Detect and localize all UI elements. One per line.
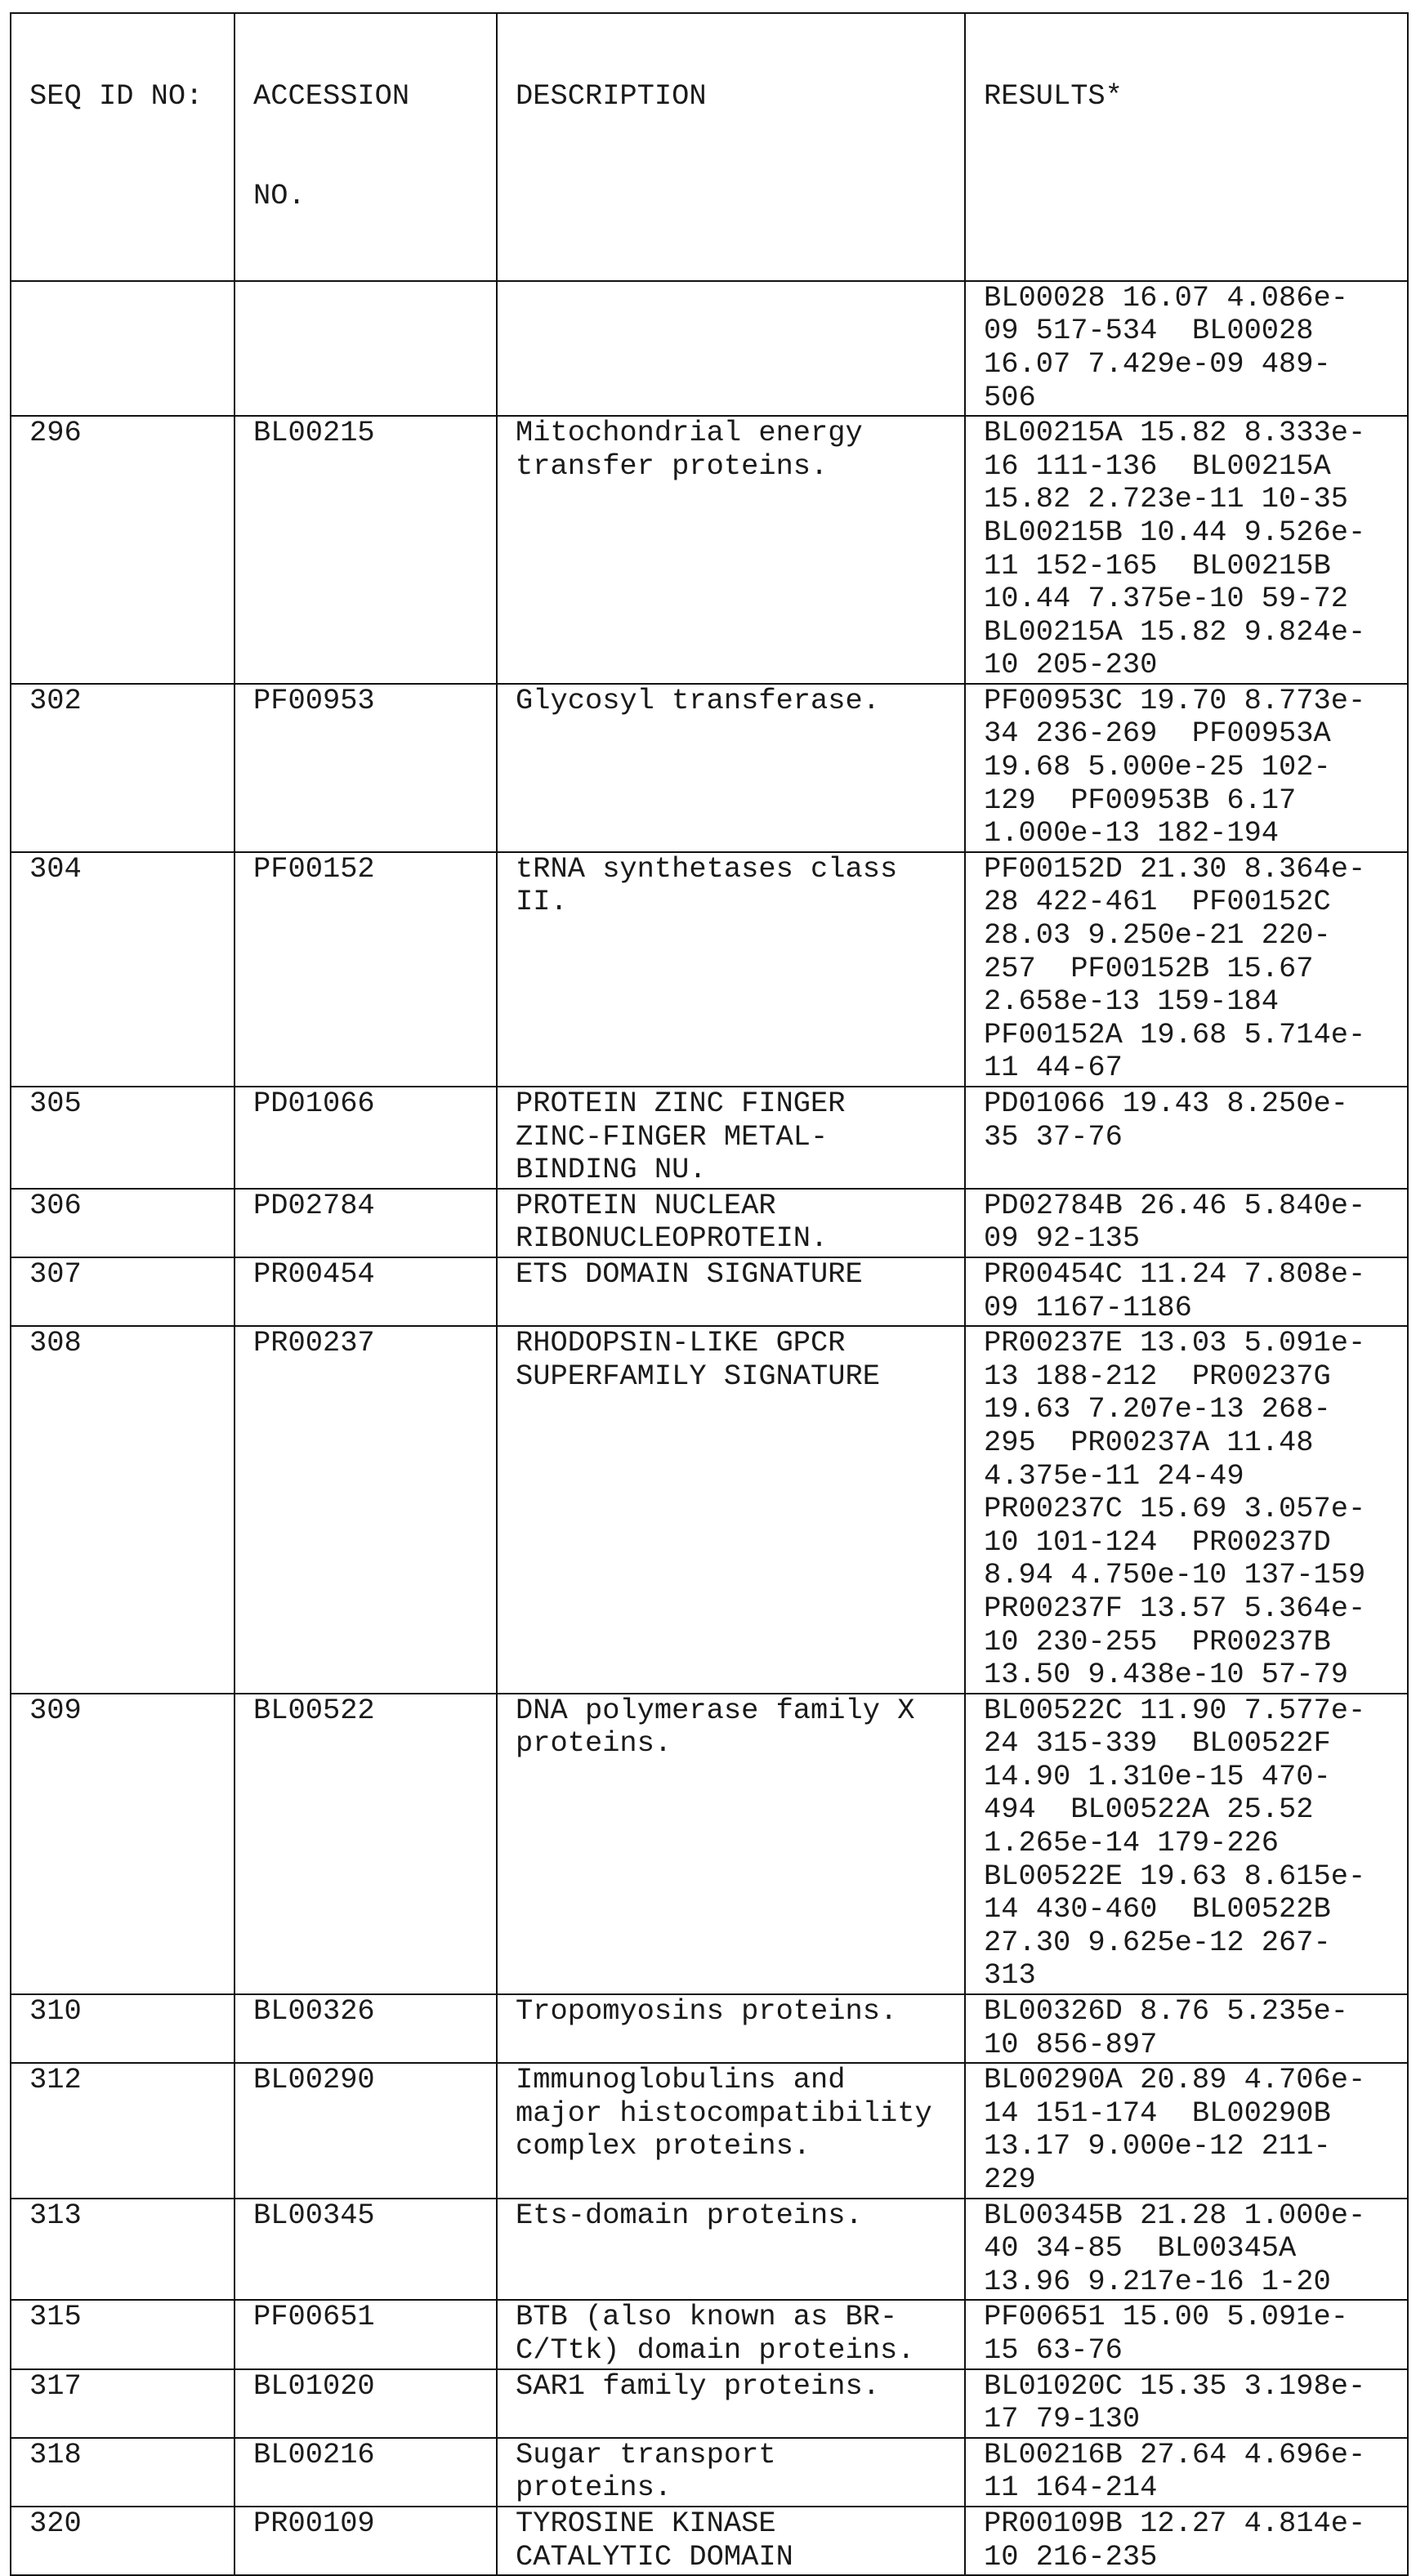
- cell-results: [965, 684, 1408, 852]
- cell-accession: [235, 2300, 497, 2368]
- accession-value: PF00651: [253, 2301, 375, 2334]
- cell-results: [965, 1994, 1408, 2063]
- results-line: BL00522C 11.90 7.577e-: [984, 1694, 1366, 1727]
- results-line: PR00237C 15.69 3.057e-: [984, 1493, 1366, 1526]
- results-line: 15.82 2.723e-11 10-35: [984, 483, 1348, 516]
- accession-value: PR00454: [253, 1257, 375, 1291]
- cell-seq-id: [11, 1994, 235, 2063]
- header-accession-label-line: NO.: [253, 179, 306, 212]
- results-line: 13.96 9.217e-16 1-20: [984, 2265, 1331, 2298]
- table-row: [11, 1087, 1408, 1189]
- results-line: 13 188-212 PR00237G: [984, 1359, 1331, 1393]
- cell-results: [965, 2199, 1408, 2301]
- description-line: complex proteins.: [516, 2130, 811, 2163]
- cell-accession: [235, 2063, 497, 2198]
- seq-id-value: 302: [29, 684, 82, 717]
- table-row: [11, 416, 1408, 684]
- table-row: [11, 2300, 1408, 2368]
- results-line: PR00237E 13.03 5.091e-: [984, 1327, 1366, 1360]
- results-line: 129 PF00953B 6.17: [984, 784, 1297, 817]
- cell-accession: [235, 1326, 497, 1694]
- header-results-label: RESULTS*: [984, 80, 1123, 114]
- cell-accession: [235, 2369, 497, 2438]
- results-line: 14 430-460 BL00522B: [984, 1893, 1331, 1926]
- accession-value: BL00345: [253, 2199, 375, 2232]
- accession-value: BL00290: [253, 2064, 375, 2097]
- header-results: [965, 13, 1408, 281]
- results-line: 2.658e-13 159-184: [984, 985, 1280, 1019]
- seq-id-value: 320: [29, 2507, 82, 2540]
- results-line: 27.30 9.625e-12 267-: [984, 1926, 1331, 1959]
- cell-accession: [235, 1257, 497, 1326]
- description-line: C/Ttk) domain proteins.: [516, 2333, 915, 2367]
- cell-results: [965, 2063, 1408, 2198]
- description-line: major histocompatibility: [516, 2096, 932, 2130]
- description-line: SUPERFAMILY SIGNATURE: [516, 1359, 880, 1393]
- results-line: 14.90 1.310e-15 470-: [984, 1760, 1331, 1793]
- results-line: 17 79-130: [984, 2403, 1141, 2436]
- results-line: 28.03 9.250e-21 220-: [984, 919, 1331, 953]
- results-line: PF00152D 21.30 8.364e-: [984, 852, 1366, 886]
- cell-accession: [235, 2507, 497, 2575]
- results-line: BL00522E 19.63 8.615e-: [984, 1859, 1366, 1893]
- header-accession: [235, 13, 497, 281]
- results-line: 295 PR00237A 11.48: [984, 1426, 1314, 1459]
- accession-value: PR00237: [253, 1327, 375, 1360]
- cell-accession: [235, 684, 497, 852]
- results-line: BL00028 16.07 4.086e-: [984, 281, 1348, 315]
- description-line: TYROSINE KINASE: [516, 2507, 776, 2540]
- seq-id-value: 306: [29, 1189, 82, 1222]
- table-row: [11, 684, 1408, 852]
- results-line: BL00326D 8.76 5.235e-: [984, 1995, 1348, 2029]
- table-row: [11, 2369, 1408, 2438]
- results-line: 24 315-339 BL00522F: [984, 1727, 1331, 1761]
- results-line: 34 236-269 PF00953A: [984, 717, 1331, 751]
- results-line: 14 151-174 BL00290B: [984, 2096, 1331, 2130]
- accession-value: BL00215: [253, 417, 375, 450]
- description-line: Sugar transport: [516, 2438, 776, 2471]
- cell-seq-id: [11, 2507, 235, 2575]
- results-line: 19.68 5.000e-25 102-: [984, 751, 1331, 784]
- cell-description: [497, 684, 965, 852]
- cell-seq-id: [11, 684, 235, 852]
- cell-seq-id: [11, 1189, 235, 1257]
- results-line: PR00454C 11.24 7.808e-: [984, 1257, 1366, 1291]
- cell-results: [965, 416, 1408, 684]
- cell-description: [497, 281, 965, 416]
- results-line: 10 101-124 PR00237D: [984, 1525, 1331, 1559]
- table-row: [11, 2507, 1408, 2575]
- cell-accession: [235, 1994, 497, 2063]
- cell-results: [965, 1257, 1408, 1326]
- description-line: Glycosyl transferase.: [516, 684, 880, 717]
- header-seq-id: [11, 13, 235, 281]
- table-row: [11, 1694, 1408, 1994]
- results-line: 09 1167-1186: [984, 1291, 1192, 1324]
- cell-seq-id: [11, 281, 235, 416]
- results-line: 09 92-135: [984, 1222, 1141, 1256]
- cell-description: [497, 2438, 965, 2507]
- cell-description: [497, 1326, 965, 1694]
- description-line: RHODOPSIN-LIKE GPCR: [516, 1327, 846, 1360]
- cell-seq-id: [11, 1326, 235, 1694]
- results-line: 35 37-76: [984, 1120, 1123, 1154]
- cell-results: [965, 1087, 1408, 1189]
- cell-seq-id: [11, 1257, 235, 1326]
- cell-results: [965, 281, 1408, 416]
- cell-seq-id: [11, 852, 235, 1087]
- cell-accession: [235, 1189, 497, 1257]
- seq-id-value: 312: [29, 2064, 82, 2097]
- seq-id-value: 308: [29, 1327, 82, 1360]
- description-line: ZINC-FINGER METAL-: [516, 1120, 829, 1154]
- description-line: BTB (also known as BR-: [516, 2301, 898, 2334]
- results-line: 1.265e-14 179-226: [984, 1827, 1280, 1860]
- cell-seq-id: [11, 2300, 235, 2368]
- results-line: 10 205-230: [984, 649, 1158, 682]
- cell-seq-id: [11, 1694, 235, 1994]
- results-line: 15 63-76: [984, 2333, 1123, 2367]
- description-line: II.: [516, 886, 568, 919]
- cell-results: [965, 2507, 1408, 2575]
- results-line: PD02784B 26.46 5.840e-: [984, 1189, 1366, 1222]
- description-line: DNA polymerase family X: [516, 1694, 915, 1727]
- results-line: 257 PF00152B 15.67: [984, 952, 1314, 985]
- cell-accession: [235, 281, 497, 416]
- table-row: [11, 1326, 1408, 1694]
- accession-value: PD02784: [253, 1189, 375, 1222]
- results-line: PF00152A 19.68 5.714e-: [984, 1018, 1366, 1051]
- table-row: [11, 852, 1408, 1087]
- cell-accession: [235, 1087, 497, 1189]
- results-line: PF00651 15.00 5.091e-: [984, 2301, 1348, 2334]
- seq-id-value: 310: [29, 1995, 82, 2029]
- cell-accession: [235, 852, 497, 1087]
- results-line: 313: [984, 1959, 1036, 1993]
- description-line: transfer proteins.: [516, 449, 829, 483]
- results-line: 11 152-165 BL00215B: [984, 549, 1331, 583]
- header-seq-id-label: SEQ ID NO:: [29, 80, 203, 114]
- description-line: PROTEIN ZINC FINGER: [516, 1087, 846, 1120]
- accession-value: BL00522: [253, 1694, 375, 1727]
- accession-value: PF00152: [253, 852, 375, 886]
- results-line: 16 111-136 BL00215A: [984, 449, 1331, 483]
- results-line: BL00216B 27.64 4.696e-: [984, 2438, 1366, 2471]
- cell-accession: [235, 1694, 497, 1994]
- results-line: 506: [984, 381, 1036, 414]
- description-line: proteins.: [516, 2471, 672, 2505]
- results-line: 16.07 7.429e-09 489-: [984, 347, 1331, 381]
- seq-id-value: 318: [29, 2438, 82, 2471]
- cell-accession: [235, 2438, 497, 2507]
- results-line: 10 230-255 PR00237B: [984, 1625, 1331, 1659]
- cell-description: [497, 2199, 965, 2301]
- description-line: Ets-domain proteins.: [516, 2199, 863, 2232]
- results-line: 11 44-67: [984, 1051, 1123, 1085]
- seq-id-value: 304: [29, 852, 82, 886]
- results-line: 229: [984, 2163, 1036, 2196]
- cell-results: [965, 1326, 1408, 1694]
- results-line: 10 216-235: [984, 2540, 1158, 2574]
- seq-id-value: 313: [29, 2199, 82, 2232]
- results-line: 13.17 9.000e-12 211-: [984, 2130, 1331, 2163]
- results-line: 4.375e-11 24-49: [984, 1459, 1244, 1493]
- description-line: proteins.: [516, 1727, 672, 1761]
- cell-description: [497, 1189, 965, 1257]
- cell-results: [965, 2300, 1408, 2368]
- results-line: 40 34-85 BL00345A: [984, 2232, 1297, 2266]
- cell-results: [965, 1189, 1408, 1257]
- seq-id-value: 305: [29, 1087, 82, 1120]
- results-line: 10 856-897: [984, 2028, 1158, 2061]
- results-line: 13.50 9.438e-10 57-79: [984, 1659, 1348, 1692]
- cell-description: [497, 1087, 965, 1189]
- cell-results: [965, 1694, 1408, 1994]
- sequence-results-table: [10, 12, 1409, 2576]
- accession-value: PD01066: [253, 1087, 375, 1120]
- cell-seq-id: [11, 2199, 235, 2301]
- cell-description: [497, 2369, 965, 2438]
- cell-seq-id: [11, 2369, 235, 2438]
- description-line: ETS DOMAIN SIGNATURE: [516, 1257, 863, 1291]
- seq-id-value: 309: [29, 1694, 82, 1727]
- results-line: 494 BL00522A 25.52: [984, 1793, 1314, 1827]
- description-line: Immunoglobulins and: [516, 2064, 846, 2097]
- cell-description: [497, 1257, 965, 1326]
- results-line: PF00953C 19.70 8.773e-: [984, 684, 1366, 717]
- results-line: 11 164-214: [984, 2471, 1158, 2505]
- cell-accession: [235, 2199, 497, 2301]
- cell-seq-id: [11, 416, 235, 684]
- cell-description: [497, 1694, 965, 1994]
- cell-accession: [235, 416, 497, 684]
- cell-results: [965, 2369, 1408, 2438]
- cell-description: [497, 416, 965, 684]
- description-line: BINDING NU.: [516, 1154, 707, 1187]
- description-line: tRNA synthetases class: [516, 852, 898, 886]
- header-accession-label-line: ACCESSION: [253, 80, 410, 114]
- cell-results: [965, 2438, 1408, 2507]
- seq-id-value: 315: [29, 2301, 82, 2334]
- seq-id-value: 307: [29, 1257, 82, 1291]
- results-line: BL00345B 21.28 1.000e-: [984, 2199, 1366, 2232]
- results-line: BL00215B 10.44 9.526e-: [984, 516, 1366, 549]
- cell-results: [965, 852, 1408, 1087]
- header-description-label: DESCRIPTION: [516, 80, 707, 114]
- header-description: [497, 13, 965, 281]
- cell-description: [497, 1994, 965, 2063]
- accession-value: PR00109: [253, 2507, 375, 2540]
- table-row: [11, 281, 1408, 416]
- table-row: [11, 1257, 1408, 1326]
- results-line: PR00237F 13.57 5.364e-: [984, 1592, 1366, 1625]
- table-row: [11, 1189, 1408, 1257]
- results-line: 28 422-461 PF00152C: [984, 886, 1331, 919]
- results-line: BL01020C 15.35 3.198e-: [984, 2369, 1366, 2403]
- description-line: Tropomyosins proteins.: [516, 1995, 898, 2029]
- accession-value: BL01020: [253, 2369, 375, 2403]
- description-line: RIBONUCLEOPROTEIN.: [516, 1222, 829, 1256]
- results-line: 1.000e-13 182-194: [984, 817, 1280, 850]
- cell-description: [497, 2063, 965, 2198]
- cell-seq-id: [11, 2438, 235, 2507]
- table-row: [11, 1994, 1408, 2063]
- results-line: 10.44 7.375e-10 59-72: [984, 583, 1348, 616]
- table-row: [11, 2199, 1408, 2301]
- cell-description: [497, 2507, 965, 2575]
- results-line: 8.94 4.750e-10 137-159: [984, 1559, 1366, 1592]
- accession-value: PF00953: [253, 684, 375, 717]
- seq-id-value: 317: [29, 2369, 82, 2403]
- description-line: Mitochondrial energy: [516, 417, 863, 450]
- results-line: BL00215A 15.82 9.824e-: [984, 615, 1366, 649]
- description-line: CATALYTIC DOMAIN: [516, 2540, 793, 2574]
- table-row: [11, 2063, 1408, 2198]
- description-line: SAR1 family proteins.: [516, 2369, 880, 2403]
- table-row: [11, 2438, 1408, 2507]
- results-line: PD01066 19.43 8.250e-: [984, 1087, 1348, 1120]
- document-page: [10, 12, 1407, 2576]
- cell-description: [497, 852, 965, 1087]
- seq-id-value: 296: [29, 417, 82, 450]
- accession-value: BL00216: [253, 2438, 375, 2471]
- accession-value: BL00326: [253, 1995, 375, 2029]
- table-header-row: [11, 13, 1408, 281]
- results-line: BL00290A 20.89 4.706e-: [984, 2064, 1366, 2097]
- cell-description: [497, 2300, 965, 2368]
- results-line: 19.63 7.207e-13 268-: [984, 1393, 1331, 1426]
- results-line: 09 517-534 BL00028: [984, 315, 1314, 348]
- results-line: BL00215A 15.82 8.333e-: [984, 417, 1366, 450]
- results-line: PR00109B 12.27 4.814e-: [984, 2507, 1366, 2540]
- cell-seq-id: [11, 1087, 235, 1189]
- table-body: [11, 281, 1408, 2575]
- description-line: PROTEIN NUCLEAR: [516, 1189, 776, 1222]
- cell-seq-id: [11, 2063, 235, 2198]
